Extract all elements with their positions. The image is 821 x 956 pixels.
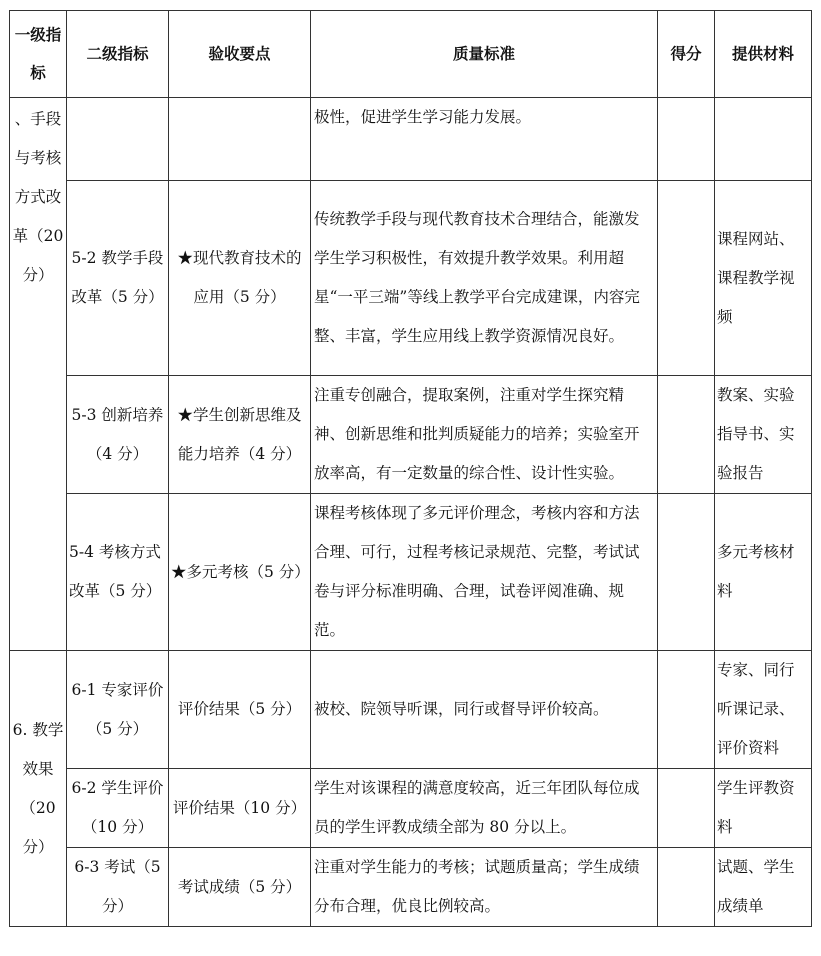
standard-cell: 被校、院领导听课，同行或督导评价较高。 <box>311 651 658 769</box>
header-score: 得分 <box>658 11 715 98</box>
material-cell <box>715 98 812 181</box>
level2-cell: 6-1 专家评价（5 分） <box>67 651 169 769</box>
header-quality-standard: 质量标准 <box>311 11 658 98</box>
table-row <box>10 376 812 494</box>
material-cell: 多元考核材料 <box>715 494 812 651</box>
header-level2-indicator: 二级指标 <box>67 11 169 98</box>
table-row <box>10 494 812 651</box>
score-cell <box>658 376 715 494</box>
point-cell: ★学生创新思维及能力培养（4 分） <box>169 376 311 494</box>
score-cell <box>658 181 715 376</box>
acceptance-standards-table <box>9 10 812 927</box>
material-cell: 教案、实验指导书、实验报告 <box>715 376 812 494</box>
level1-cell-section6: 6. 教学效果（20 分） <box>10 651 67 927</box>
header-acceptance-point: 验收要点 <box>169 11 311 98</box>
point-cell-empty <box>169 98 311 181</box>
table-row <box>10 848 812 927</box>
score-cell <box>658 651 715 769</box>
score-cell <box>658 98 715 181</box>
point-cell: 考试成绩（5 分） <box>169 848 311 927</box>
standard-cell: 传统教学手段与现代教育技术合理结合，能激发学生学习积极性，有效提升教学效果。利用超星“一平三端”等线上教学平台完成建课，内容完整、丰富，学生应用线上教学资源情况良好。 <box>311 181 658 376</box>
standard-cell: 学生对该课程的满意度较高，近三年团队每位成员的学生评教成绩全部为 80 分以上。 <box>311 769 658 848</box>
score-cell <box>658 494 715 651</box>
table-row <box>10 181 812 376</box>
point-cell: ★现代教育技术的应用（5 分） <box>169 181 311 376</box>
standard-cell: 课程考核体现了多元评价理念，考核内容和方法合理、可行，过程考核记录规范、完整，考试试卷与评分标准明确、合理，试卷评阅准确、规范。 <box>311 494 658 651</box>
table-row <box>10 769 812 848</box>
material-cell: 专家、同行听课记录、评价资料 <box>715 651 812 769</box>
score-cell <box>658 848 715 927</box>
standard-cell: 注重专创融合，提取案例，注重对学生探究精神、创新思维和批判质疑能力的培养；实验室开放率高，有一定数量的综合性、设计性实验。 <box>311 376 658 494</box>
point-cell: 评价结果（5 分） <box>169 651 311 769</box>
level2-cell: 6-3 考试（5 分） <box>67 848 169 927</box>
table-header-row <box>10 11 812 98</box>
level2-cell: 5-4 考核方式改革（5 分） <box>67 494 169 651</box>
header-materials: 提供材料 <box>715 11 812 98</box>
standard-cell: 注重对学生能力的考核；试题质量高；学生成绩分布合理，优良比例较高。 <box>311 848 658 927</box>
table-row <box>10 98 812 181</box>
material-cell: 学生评教资料 <box>715 769 812 848</box>
point-cell: 评价结果（10 分） <box>169 769 311 848</box>
material-cell: 试题、学生成绩单 <box>715 848 812 927</box>
level2-cell: 6-2 学生评价（10 分） <box>67 769 169 848</box>
level2-cell: 5-2 教学手段改革（5 分） <box>67 181 169 376</box>
material-cell: 课程网站、课程教学视频 <box>715 181 812 376</box>
score-cell <box>658 769 715 848</box>
header-level1-indicator: 一级指标 <box>10 11 67 98</box>
point-cell: ★多元考核（5 分） <box>169 494 311 651</box>
table-row <box>10 651 812 769</box>
standard-cell: 极性，促进学生学习能力发展。 <box>311 98 658 181</box>
level2-cell-empty <box>67 98 169 181</box>
level1-cell-section5: 、手段与考核方式改革（20 分） <box>10 98 67 651</box>
level2-cell: 5-3 创新培养（4 分） <box>67 376 169 494</box>
